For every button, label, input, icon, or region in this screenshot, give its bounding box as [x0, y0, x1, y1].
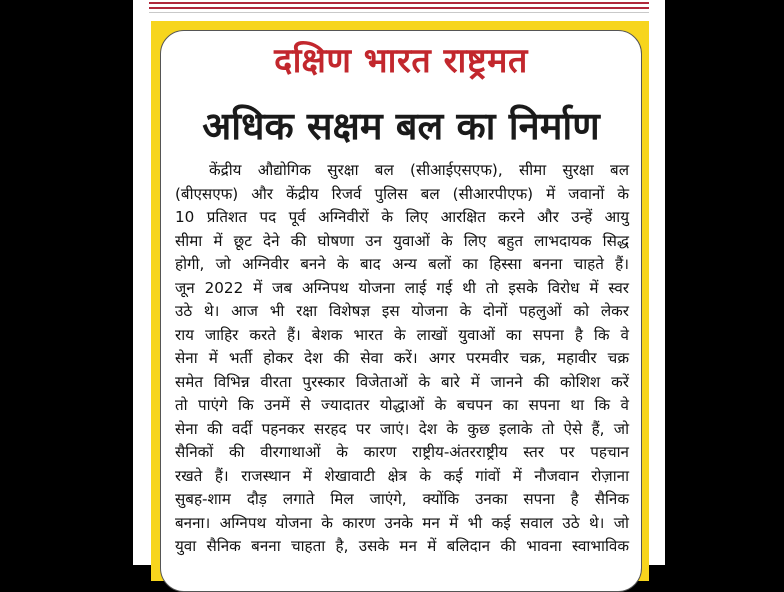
- article-line: जून 2022 में जब अग्निपथ योजना लाई गई थी तो इसके विरोध में स्वर: [175, 278, 629, 297]
- article-line: युवा सैनिक बनना चाहता है, उसके मन में बलिदान की भावना स्वाभाविक: [175, 537, 629, 555]
- article-line: सुबह-शाम दौड़ लगाते मिल जाएंगे, क्योंकि उनका सपना है सैनिक: [175, 490, 629, 508]
- article-line: तो पाएंगे कि उनमें से ज्यादातर योद्धाओं के बचपन का सपना था कि वे: [175, 396, 629, 414]
- newspaper-masthead: दक्षिण भारत राष्ट्रमत: [274, 41, 528, 81]
- article-line: 10 प्रतिशत पद पूर्व अग्निवीरों के लिए आरक्षित करने और उन्हें आयु: [175, 208, 629, 226]
- article-line: बनना। अग्निपथ योजना के कारण उनके मन में भी कई सवाल उठे थे। जो: [175, 513, 629, 532]
- editorial-headline: अधिक सक्षम बल का निर्माण: [202, 104, 600, 148]
- article-line: होगी, जो अग्निवीर बनने के बाद अन्य बलों का हिस्सा बनना चाहते हैं।: [175, 255, 629, 273]
- article-line: राय जाहिर करते हैं। बेशक भारत के लाखों युवाओं का सपना है कि वे: [175, 325, 629, 344]
- article-line: केंद्रीय औद्योगिक सुरक्षा बल (सीआईएसएफ), सीमा सुरक्षा बल: [209, 161, 629, 179]
- article-line: उठे थे। आज भी रक्षा विशेषज्ञ इस योजना के दोनों पहलुओं को लेकर: [175, 302, 629, 320]
- article-line: (बीएसएफ) और केंद्रीय रिजर्व पुलिस बल (सीआरपीएफ) में जवानों के: [175, 184, 629, 203]
- article-line: रखते हैं। राजस्थान में शेखावाटी क्षेत्र के कई गांवों में नौजवान रोज़ाना: [175, 466, 629, 485]
- editorial-card: [160, 30, 642, 592]
- newspaper-page: [133, 0, 665, 565]
- article-line: सैनिकों की वीरगाथाओं के कारण राष्ट्रीय-अंतरराष्ट्रीय स्तर पर पहचान: [175, 443, 629, 461]
- top-border-rule: [149, 12, 649, 13]
- article-body: [175, 159, 629, 559]
- article-line: सेना की वर्दी पहनकर सरहद पर जाएं। देश के कुछ इलाके तो ऐसे हैं, जो: [175, 419, 629, 438]
- article-line: सीमा में छूट देने की घोषणा उन युवाओं के लिए बहुत लाभदायक सिद्ध: [175, 231, 629, 250]
- article-line: सेना में भर्ती होकर देश की सेवा करें। अगर परमवीर चक्र, महावीर चक्र: [175, 349, 629, 367]
- top-border-rule: [149, 7, 649, 9]
- article-line: समेत विभिन्न वीरता पुरस्कार विजेताओं के बारे में जानने की कोशिश करें: [175, 372, 629, 391]
- top-border-rule: [149, 2, 649, 4]
